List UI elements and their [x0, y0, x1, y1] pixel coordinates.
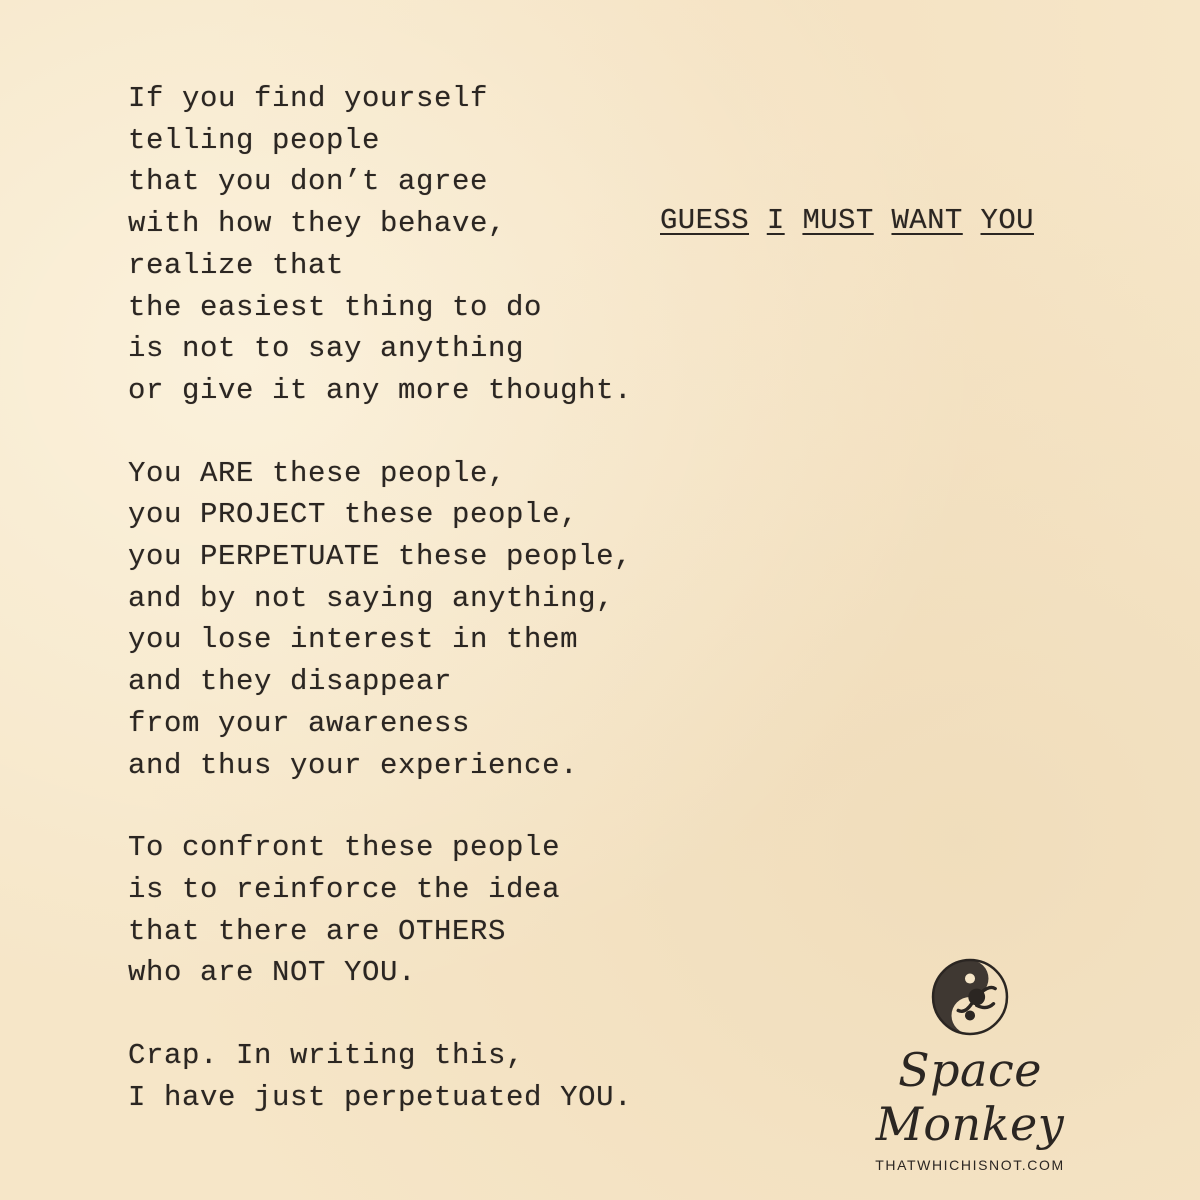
poem — [128, 78, 688, 1159]
poem-line: realize that — [128, 248, 345, 282]
poem-line: with how they behave, — [128, 207, 507, 241]
title-word: I — [766, 204, 785, 237]
poem-line: the easiest thing to do — [128, 290, 543, 324]
poem-line: that you don’t agree — [128, 165, 489, 199]
poem-line: and they disappear — [128, 665, 453, 699]
poem-line: To confront these people — [128, 831, 561, 865]
poem-line: telling people — [128, 123, 381, 157]
poem-line: and by not saying anything, — [128, 581, 615, 615]
poem-line: If you find yourself — [128, 82, 489, 115]
poem-line: Crap. In writing this, — [128, 1039, 525, 1073]
title-word: YOU — [980, 204, 1034, 237]
poem-line: is to reinforce the idea — [128, 872, 561, 906]
stanza-4 — [128, 1035, 688, 1118]
stanza-1 — [128, 78, 688, 412]
poem-line: or give it any more thought. — [128, 373, 633, 407]
poem-line: I have just perpetuated YOU. — [128, 1080, 633, 1114]
title-word: WANT — [891, 204, 963, 237]
brand-url: THATWHICHISNOT.COM — [875, 1157, 1065, 1173]
brand-name: Space Monkey — [875, 1043, 1065, 1151]
poem-line: that there are OTHERS — [128, 914, 507, 948]
poem-line: You ARE these people, — [128, 456, 507, 490]
space-monkey-logo-icon — [928, 955, 1012, 1039]
poem-line: and thus your experience. — [128, 748, 579, 782]
poem-line: who are NOT YOU. — [128, 956, 417, 990]
stanza-3 — [128, 827, 688, 994]
brand-block — [810, 955, 1130, 1173]
stanza-2 — [128, 453, 688, 787]
poem-title — [660, 200, 1034, 241]
poem-line: you PROJECT these people, — [128, 498, 579, 532]
poem-line: you lose interest in them — [128, 623, 579, 657]
title-word: GUESS — [660, 204, 750, 237]
poem-line: you PERPETUATE these people, — [128, 540, 633, 574]
poem-line: is not to say anything — [128, 332, 525, 366]
poem-line: from your awareness — [128, 706, 471, 740]
title-word: MUST — [802, 204, 874, 237]
